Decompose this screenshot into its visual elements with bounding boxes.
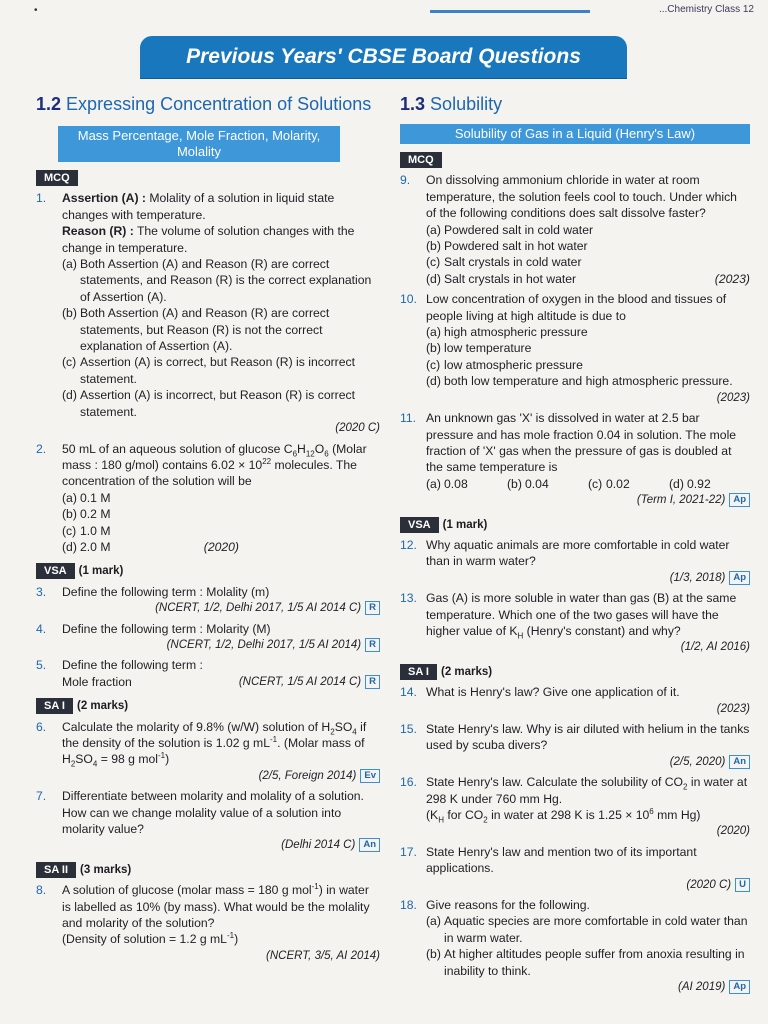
option-text: 0.04 <box>525 476 549 491</box>
section-number: 1.2 <box>36 94 62 114</box>
option-text: Both Assertion (A) and Reason (R) are correct statements, but Reason (R) is not the correct explanation of Assertion (A). <box>80 306 330 354</box>
option-text: low atmospheric pressure <box>444 357 583 372</box>
option-text: Assertion (A) is incorrect, but Reason (R) is correct statement. <box>80 388 355 419</box>
reference: (2023) <box>716 702 750 715</box>
page-banner: Previous Years' CBSE Board Questions <box>140 36 627 78</box>
reference: (NCERT, 3/5, AI 2014) <box>266 949 380 962</box>
exponent: 22 <box>262 456 272 466</box>
marks-label: (1 mark) <box>78 565 124 578</box>
question-text: ) in water is labelled as 10% (by mass). What would be the molality and molarity of the solution? <box>62 883 370 931</box>
question-text: for CO <box>443 808 484 823</box>
option-text: Powdered salt in hot water <box>444 239 588 254</box>
question-text: (Henry's constant) and why? <box>523 623 681 638</box>
reference: (Term I, 2021-22) <box>636 494 726 507</box>
question-text: . (Molar mass of H <box>62 736 365 767</box>
question-number: 4. <box>36 621 47 636</box>
left-column <box>36 92 380 968</box>
question-text: State Henry's law and mention two of its important applications. <box>426 844 697 876</box>
reference: (2020 C) <box>335 422 380 435</box>
question-13: 13. Gas (A) is more soluble in water than gas (B) at the same temperature. Which one of the two gases will have the higher value of $K_H$ (Henry's constant) and why? (1/2, AI 2016) <box>400 590 750 656</box>
header-mark: • <box>34 5 38 16</box>
question-text: Give reasons for the following. <box>426 898 590 913</box>
marks-label: (2 marks) <box>77 700 129 713</box>
question-number: 3. <box>36 584 47 599</box>
mcq-tag: MCQ <box>36 170 78 186</box>
option-text: 0.1 M <box>80 490 111 505</box>
option-text: high atmospheric pressure <box>444 325 588 340</box>
question-number: 10. <box>400 292 417 307</box>
option-letter: (b) <box>62 507 77 522</box>
option <box>62 387 380 420</box>
reference: (2020 C) <box>686 878 732 891</box>
question-text: Calculate the molarity of 9.8% (w/W) solution of H <box>62 719 331 734</box>
question-text: Why aquatic animals are more comfortable in cold water than in warm water? <box>426 537 730 569</box>
section-number: 1.3 <box>400 94 426 114</box>
option-text: 0.92 <box>687 476 711 491</box>
difficulty-badge: R <box>365 638 380 652</box>
option-letter: (a) <box>426 222 441 237</box>
reference: (AI 2019) <box>678 981 726 994</box>
option-text: both low temperature and high atmospheric pressure. <box>444 374 733 389</box>
option-letter: (d) <box>62 388 77 403</box>
question-5 <box>36 657 380 690</box>
question-text: An unknown gas 'X' is dissolved in water at 2.5 bar pressure and has mole fraction 0.04 in solution. The mole fraction of 'X' gas when the pressure of gas is doubled at the same temperature is <box>426 411 737 475</box>
question-number: 2. <box>36 441 47 456</box>
question-text: (K <box>426 808 439 823</box>
section-heading-1-2 <box>36 92 380 116</box>
vsa-tag: VSA <box>36 563 75 579</box>
question-text: SO <box>334 719 353 734</box>
question-16: 16. State Henry's law. Calculate the solubility of $CO_2$ in water at 298 K under 760 mm Hg. ($K_H$ for $CO_2$ in water at 298 K is $1.25 \times 10^6$ mm Hg) (2020) <box>400 774 750 840</box>
option-letter: (d) <box>669 476 684 491</box>
marks-label: (3 marks) <box>80 863 132 876</box>
mcq-header <box>400 152 750 168</box>
option-letter: (b) <box>426 947 441 962</box>
question-text: Mole fraction <box>62 674 132 689</box>
difficulty-badge: R <box>365 601 380 615</box>
question-number: 12. <box>400 537 417 552</box>
option-letter: (b) <box>426 341 441 356</box>
question-text: ) <box>234 932 239 947</box>
difficulty-badge: Ap <box>729 571 750 585</box>
question-9 <box>400 172 750 287</box>
question-3 <box>36 584 380 617</box>
question-text: in water at 298 K under 760 mm Hg. <box>426 775 748 806</box>
option-text: 0.08 <box>444 476 468 491</box>
difficulty-badge: Ap <box>729 980 750 994</box>
question-text: Gas (A) is more soluble in water than gas (B) at the same temperature. Which one of the two gases will have the higher value of K <box>426 591 737 638</box>
question-1 <box>36 190 380 436</box>
difficulty-badge: U <box>735 878 750 892</box>
option-letter: (b) <box>62 306 77 321</box>
question-number: 18. <box>400 898 417 913</box>
sa1-header <box>400 664 750 680</box>
question-number: 14. <box>400 685 417 700</box>
option-text: low temperature <box>444 341 532 356</box>
question-18 <box>400 897 750 995</box>
question-number: 17. <box>400 844 417 859</box>
vsa-header <box>36 563 380 579</box>
sa1-tag: SA I <box>400 664 437 680</box>
question-number: 7. <box>36 789 47 804</box>
option-letter: (c) <box>62 523 77 538</box>
question-text: Low concentration of oxygen in the blood and tissues of people living at high altitude is due to <box>426 292 727 323</box>
question-number: 6. <box>36 719 47 734</box>
reference: (2023) <box>716 391 750 404</box>
option-text: 1.0 M <box>80 523 111 538</box>
sa2-header <box>36 862 380 878</box>
options-grid <box>62 490 380 556</box>
question-text: SO <box>75 752 93 767</box>
vsa-header <box>400 517 750 533</box>
reference: (1/3, 2018) <box>669 571 726 584</box>
question-4 <box>36 621 380 654</box>
question-text: What is Henry's law? Give one application of it. <box>426 685 680 700</box>
option <box>62 256 380 305</box>
question-number: 5. <box>36 658 47 673</box>
question-text: = 98 g mol <box>97 752 158 767</box>
question-text: (Density of solution = 1.2 g mL <box>62 932 227 947</box>
option <box>62 305 380 354</box>
question-text: Differentiate between molarity and molality of a solution. How can we change molality value of a solution into molarity value? <box>62 789 364 837</box>
reference: (NCERT, 1/2, Delhi 2017, 1/5 AI 2014 C) <box>155 602 362 615</box>
question-number: 11. <box>400 411 417 426</box>
option-letter: (a) <box>426 914 441 929</box>
option-letter: (b) <box>507 476 522 491</box>
reference: (2/5, 2020) <box>669 755 726 768</box>
option-text: Powdered salt in cold water <box>444 222 594 237</box>
reference: (Delhi 2014 C) <box>281 839 356 852</box>
sa1-header <box>36 698 380 714</box>
question-text: State Henry's law. Why is air diluted with helium in the tanks used by scuba divers? <box>426 722 750 753</box>
question-text: in water at 298 K is 1.25 × 10 <box>487 808 650 823</box>
question-text: Define the following term : Molarity (M) <box>62 621 271 636</box>
option <box>62 354 380 387</box>
option-letter: (c) <box>588 476 603 491</box>
option-letter: (a) <box>426 325 441 340</box>
subsection-box: Mass Percentage, Mole Fraction, Molarity, Molality <box>58 126 340 162</box>
question-14 <box>400 684 750 717</box>
reference: (1/2, AI 2016) <box>680 641 750 654</box>
question-6: 6. Calculate the molarity of 9.8% (w/W) solution of $H_2SO_4$ if the density of the solution is 1.02 g $mL^{-1}$. (Molar mass of $H_2SO_4 = 98$ g mol$^{-1}$) (2/5, Foreign 2014) Ev <box>36 719 380 785</box>
right-column <box>400 92 750 1000</box>
sa1-tag: SA I <box>36 698 73 714</box>
option-letter: (d) <box>426 271 441 286</box>
question-11 <box>400 410 750 508</box>
option-text: Assertion (A) is correct, but Reason (R) is incorrect statement. <box>80 355 355 386</box>
difficulty-badge: An <box>359 838 380 852</box>
section-title: Solubility <box>430 94 503 114</box>
mcq-header <box>36 170 380 186</box>
section-heading-1-3 <box>400 92 750 116</box>
header-accent-bar <box>430 10 590 13</box>
option-text: At higher altitudes people suffer from anoxia resulting in inability to think. <box>444 947 745 978</box>
question-text: mm Hg) <box>653 808 701 823</box>
question-text: Define the following term : Molality (m) <box>62 584 270 599</box>
vsa-tag: VSA <box>400 517 439 533</box>
question-text: On dissolving ammonium chloride in water at room temperature, the solution feels cool to touch. Under which of the following conditions does salt dissolve faster? <box>426 173 737 221</box>
option-letter: (d) <box>62 539 77 554</box>
option-text: Salt crystals in hot water <box>444 271 577 286</box>
option-letter: (c) <box>62 355 77 370</box>
option-text: Salt crystals in cold water <box>444 255 582 270</box>
option-text: 0.2 M <box>80 507 111 522</box>
option-letter: (a) <box>62 490 77 505</box>
question-text: molecules. The concentration of the solution will be <box>62 457 357 489</box>
subsection-box: Solubility of Gas in a Liquid (Henry's Law) <box>400 124 750 144</box>
option-letter: (d) <box>426 374 441 389</box>
reason-text: The volume of solution changes with the change in temperature. <box>62 224 355 255</box>
question-number: 1. <box>36 191 47 206</box>
option-letter: (c) <box>426 255 441 270</box>
reason-label: Reason (R) : <box>62 224 134 239</box>
reference: (2020) <box>716 825 750 838</box>
section-title: Expressing Concentration of Solutions <box>66 94 372 114</box>
option-text: 0.02 <box>606 476 630 491</box>
marks-label: (1 mark) <box>442 518 488 531</box>
option-letter: (a) <box>62 257 77 272</box>
option-text: Both Assertion (A) and Reason (R) are correct statements, and Reason (R) is the correct explanation of Assertion (A). <box>80 257 372 304</box>
assertion-text: Molality of a solution in liquid state changes with temperature. <box>62 191 335 222</box>
question-text: A solution of glucose (molar mass = 180 g mol <box>62 883 312 898</box>
question-12 <box>400 537 750 586</box>
question-2: 2. 50 mL of an aqueous solution of glucose $C_6H_{12}O_6$ (Molar mass : 180 g/mol) contains $6.02 \times 10^{22}$ molecules. The concentration of the solution will be (a) 0.1 M (b) 0.2 M (c) 1.0 M (d) 2.0 M (2020) <box>36 441 380 556</box>
question-number: 13. <box>400 591 417 606</box>
question-7 <box>36 788 380 854</box>
question-text: (Molar mass : 180 g/mol) contains 6.02 × 10 <box>62 441 367 472</box>
question-number: 8. <box>36 883 47 898</box>
option-text: 2.0 M <box>80 539 111 554</box>
option-text: Aquatic species are more comfortable in cold water than in warm water. <box>444 914 748 945</box>
reference: (NCERT, 1/2, Delhi 2017, 1/5 AI 2014) <box>166 638 362 651</box>
difficulty-badge: R <box>365 675 380 689</box>
top-strip <box>0 0 768 22</box>
assertion-label: Assertion (A) : <box>62 191 146 206</box>
question-text: State Henry's law. Calculate the solubility of CO <box>426 775 684 790</box>
sa2-tag: SA II <box>36 862 76 878</box>
running-header: ...Chemistry Class 12 <box>658 4 754 15</box>
question-text: Define the following term : <box>62 658 203 673</box>
reference: (2023) <box>714 271 750 286</box>
question-number: 9. <box>400 173 411 188</box>
difficulty-badge: An <box>729 755 750 769</box>
question-15 <box>400 721 750 770</box>
option-letter: (b) <box>426 239 441 254</box>
question-number: 15. <box>400 722 417 736</box>
question-text: ) <box>165 752 170 767</box>
reference: (2/5, Foreign 2014) <box>258 769 357 782</box>
question-number: 16. <box>400 775 417 790</box>
question-17 <box>400 844 750 893</box>
mcq-tag: MCQ <box>400 152 442 168</box>
option-letter: (c) <box>426 357 441 372</box>
difficulty-badge: Ev <box>360 769 380 783</box>
marks-label: (2 marks) <box>441 665 493 678</box>
question-text: 50 mL of an aqueous solution of glucose C <box>62 441 293 456</box>
option-letter: (a) <box>426 476 441 491</box>
question-10 <box>400 291 750 406</box>
reference: (NCERT, 1/5 AI 2014 C) <box>238 675 362 688</box>
reference: (2020) <box>203 539 239 554</box>
question-8: 8. A solution of glucose (molar mass = 180 g mol$^{-1}$) in water is labelled as 10% (by mass). What would be the molality and molarity of the solution? (Density of solution = 1.2 g $mL^{-1}$) (NCERT, 3/5, AI 2014) <box>36 882 380 964</box>
question-text: if the density of the solution is 1.02 g mL <box>62 719 367 750</box>
difficulty-badge: Ap <box>729 493 750 507</box>
